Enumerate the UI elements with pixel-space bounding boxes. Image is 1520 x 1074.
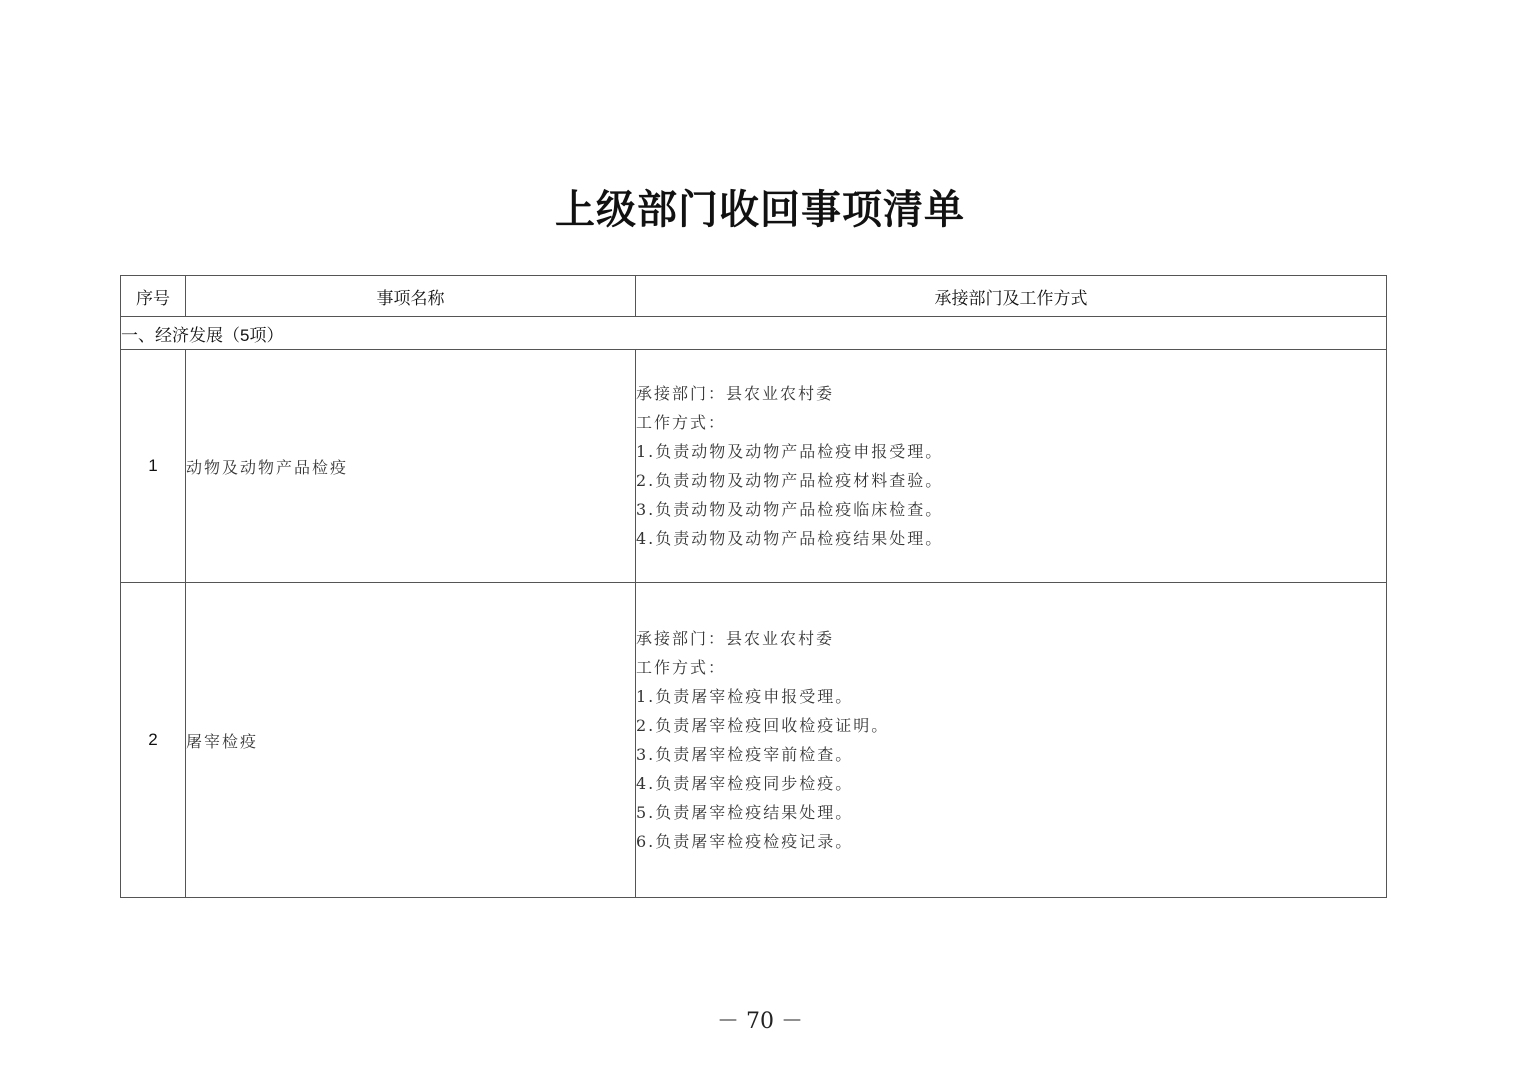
row-number: 1 [121,350,186,583]
table-header-row [121,276,1387,317]
section-title: 一、经济发展（5项） [121,317,1387,350]
page-title: 上级部门收回事项清单 [555,186,965,233]
method-line: 1.负责动物及动物产品检疫申报受理。 [636,442,944,461]
method-line: 2.负责屠宰检疫回收检疫证明。 [636,716,890,735]
method-line: 4.负责屠宰检疫同步检疫。 [636,774,854,793]
method-line: 2.负责动物及动物产品检疫材料查验。 [636,471,944,490]
department-method [636,583,1387,898]
method-line: 6.负责屠宰检疫检疫记录。 [636,832,854,851]
row-number: 2 [121,583,186,898]
section-row [121,317,1387,350]
table-row [121,350,1387,583]
method-line: 5.负责屠宰检疫结果处理。 [636,803,854,822]
items-table [120,275,1387,898]
method-line: 3.负责屠宰检疫宰前检查。 [636,745,854,764]
item-name: 动物及动物产品检疫 [186,350,636,583]
method-line: 1.负责屠宰检疫申报受理。 [636,687,854,706]
header-department-method: 承接部门及工作方式 [636,276,1387,317]
method-line: 承接部门：县农业农村委 [636,629,835,648]
department-method [636,350,1387,583]
header-no: 序号 [121,276,186,317]
method-line: 4.负责动物及动物产品检疫结果处理。 [636,529,944,548]
method-line: 承接部门：县农业农村委 [636,384,835,403]
item-name: 屠宰检疫 [186,583,636,898]
method-line: 工作方式： [636,413,727,432]
table-row [121,583,1387,898]
method-line: 工作方式： [636,658,727,677]
header-item-name: 事项名称 [186,276,636,317]
page-number: － 70 － [717,1009,803,1034]
method-line: 3.负责动物及动物产品检疫临床检查。 [636,500,944,519]
